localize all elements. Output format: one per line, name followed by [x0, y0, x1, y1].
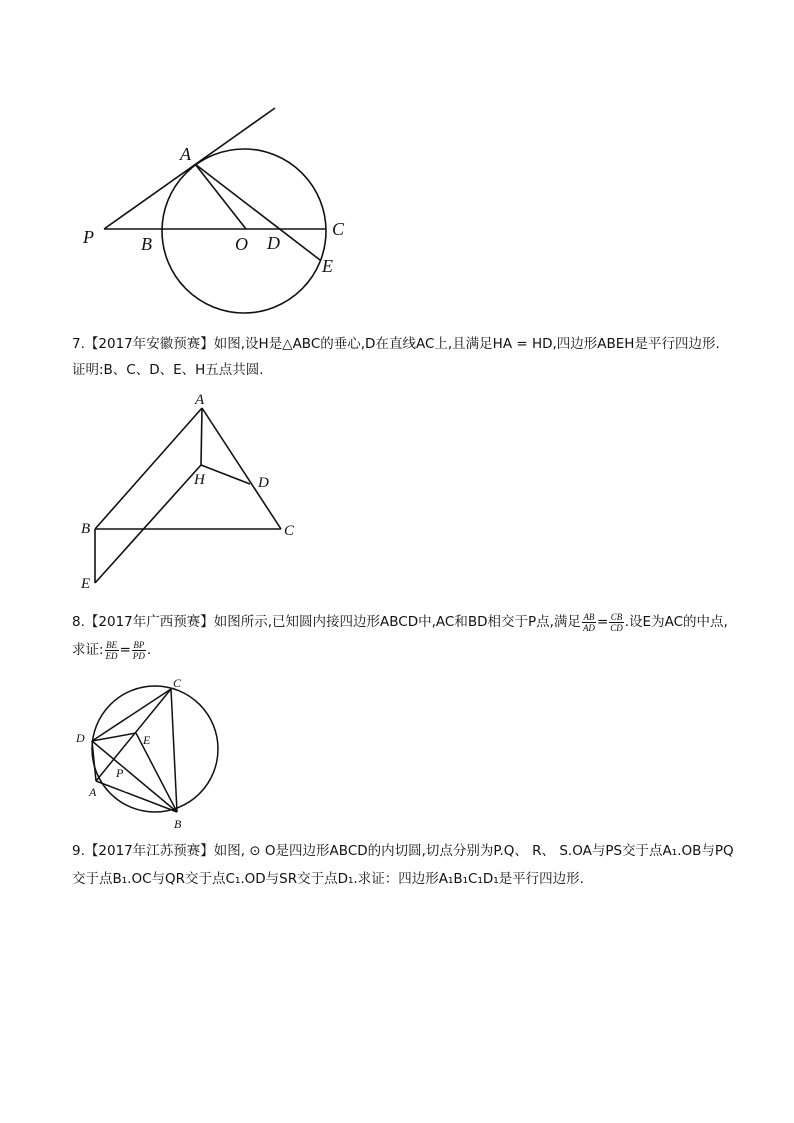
problem-9-line1: 9.【2017年江苏预赛】如图, ⊙ O是四边形ABCD的内切圆,切点分别为P.Q、 R、 S.OA与PS交于点A₁.OB与PQ — [72, 843, 734, 859]
label-e: E — [322, 256, 333, 276]
label-h: H — [194, 472, 205, 488]
segment-ae — [195, 164, 320, 260]
diagonal-ac — [96, 689, 171, 781]
label-c: C — [332, 219, 345, 239]
segment-ab — [95, 408, 202, 529]
problem-statement: 如图,设H是△ABC的垂心,D在直线AC上,且满足HA = HD,四边形ABEH是平行四边形. — [213, 336, 720, 352]
problem-source-tag: 【2017年江苏预赛】 — [84, 843, 214, 859]
circle — [162, 149, 326, 313]
segment-ac — [202, 408, 281, 529]
fraction-cb-cd: $\frac{CB}{CD}$ — [610, 611, 623, 633]
problem-8-line2: 求证: $\frac{BE}{ED}$ = $\frac{BP}{PD}$ . — [72, 639, 152, 661]
problem-number: 9 — [72, 843, 81, 859]
problem-number: 7 — [72, 336, 81, 352]
label-a: A — [195, 392, 205, 408]
problem-statement: 如图, ⊙ O是四边形ABCD的内切圆,切点分别为P.Q、 R、 S.OA与PS交于点A₁.OB与PQ — [213, 843, 734, 859]
problem-7-line1: 7.【2017年安徽预赛】如图,设H是△ABC的垂心,D在直线AC上,且满足HA = HD,四边形ABEH是平行四边形. — [72, 336, 720, 352]
label-a: A — [180, 144, 191, 164]
label-d: D — [258, 475, 269, 491]
figure-circle-tangent — [70, 100, 360, 320]
label-p: P — [116, 766, 124, 780]
problem-statement-part2: .设E为AC的中点, — [624, 614, 728, 630]
label-d: D — [76, 731, 85, 745]
label-b: B — [81, 521, 91, 537]
segment-ba — [96, 781, 177, 812]
label-o: O — [235, 234, 248, 254]
diagonal-bd — [92, 741, 177, 812]
figure-orthocenter — [75, 388, 310, 593]
equals-sign: = — [119, 642, 131, 658]
problem-8-line1: 8.【2017年广西预赛】如图所示,已知圆内接四边形ABCD中,AC和BD相交于P点,满足 $\frac{AB}{AD}$ = $\frac{CB}{CD}$ .设E为AC的中点, — [72, 611, 728, 633]
fraction-be-ed: $\frac{BE}{ED}$ — [105, 639, 118, 661]
problem-9-line2: 交于点B₁.OC与QR交于点C₁.OD与SR交于点D₁.求证：四边形A₁B₁C₁D₁是平行四边形. — [72, 871, 584, 887]
fraction-bp-pd: $\frac{BP}{PD}$ — [132, 639, 145, 661]
problem-7 — [72, 331, 762, 383]
segment-hd — [201, 465, 250, 484]
label-a: A — [89, 785, 97, 799]
problem-9 — [72, 837, 762, 893]
label-b: B — [174, 817, 182, 831]
label-c: C — [173, 676, 182, 690]
problem-8 — [72, 608, 762, 664]
label-e: E — [81, 576, 91, 592]
figure-cyclic-quad — [72, 672, 227, 837]
problem-statement-part1: 如图所示,已知圆内接四边形ABCD中,AC和BD相交于P点,满足 — [213, 614, 581, 630]
label-e: E — [143, 733, 151, 747]
segment-cb — [171, 689, 177, 812]
tangent-line — [104, 108, 275, 229]
fraction-ab-ad: $\frac{AB}{AD}$ — [582, 611, 595, 633]
label-d: D — [267, 233, 280, 253]
problem-source-tag: 【2017年安徽预赛】 — [84, 336, 214, 352]
problem-7-line2: 证明:B、C、D、E、H五点共圆. — [72, 362, 264, 378]
segment-eh — [95, 465, 201, 583]
label-c: C — [284, 523, 295, 539]
segment-ah — [201, 408, 202, 465]
equals-sign: = — [596, 614, 609, 630]
problem-source-tag: 【2017年广西预赛】 — [84, 614, 214, 630]
label-b: B — [141, 234, 152, 254]
problem-number: 8 — [72, 614, 81, 630]
label-p: P — [83, 227, 94, 247]
